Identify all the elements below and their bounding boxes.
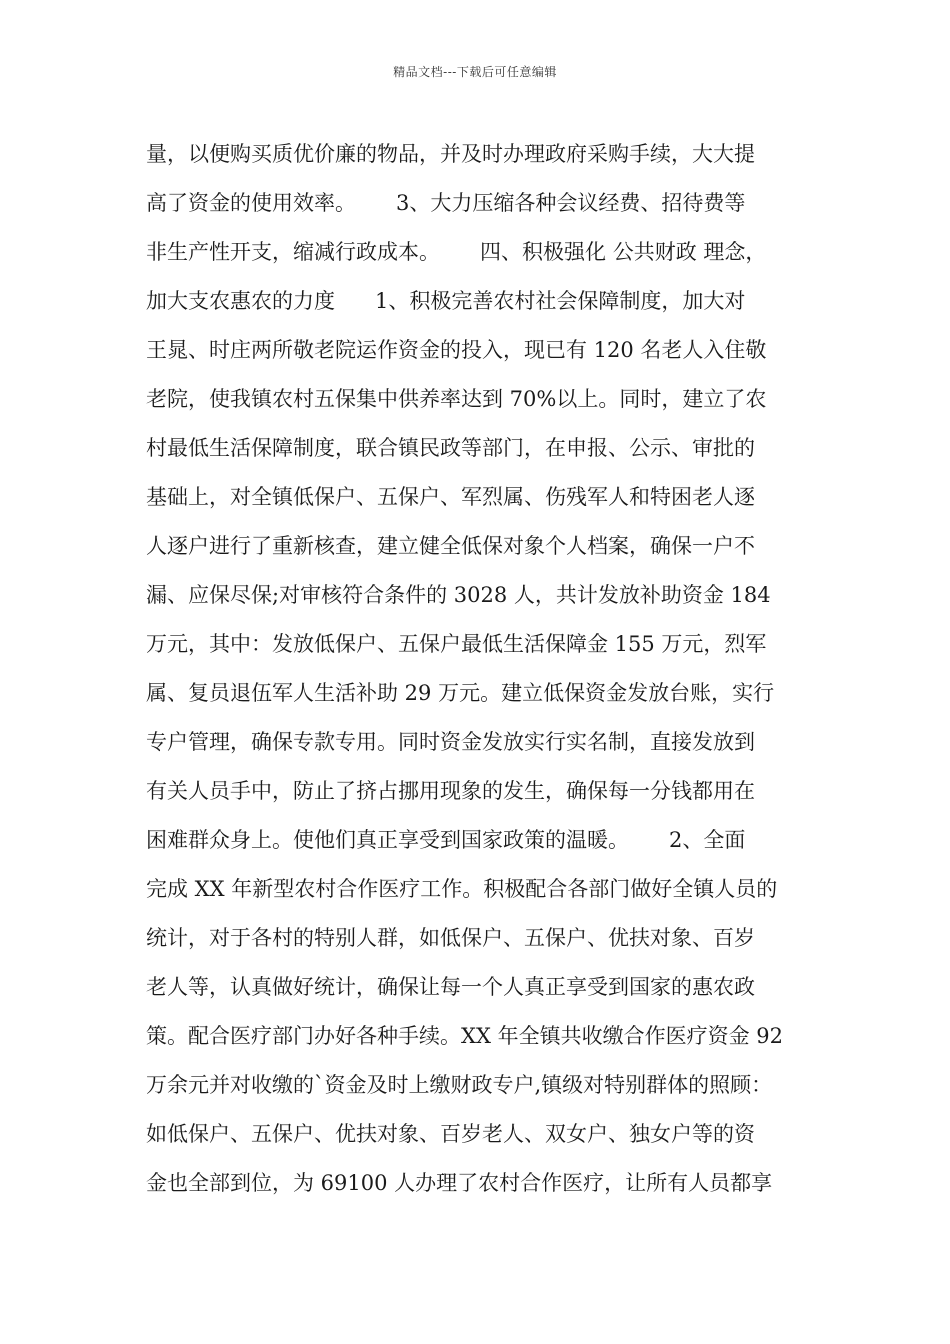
text-line: 专户管理，确保专款专用。同时资金发放实行实名制，直接发放到 <box>146 730 755 754</box>
text-line: 如低保户、五保户、优扶对象、百岁老人、双女户、独女户等的资 <box>146 1122 755 1146</box>
body-text <box>146 130 846 1208</box>
text-line: 村最低生活保障制度，联合镇民政等部门，在申报、公示、审批的 <box>146 436 755 460</box>
text-line: 属、复员退伍军人生活补助 29 万元。建立低保资金发放台账，实行 <box>146 681 775 705</box>
text-line: 基础上，对全镇低保户、五保户、军烈属、伤残军人和特困老人逐 <box>146 485 755 509</box>
text-line: 金也全部到位，为 69100 人办理了农村合作医疗，让所有人员都享 <box>146 1171 773 1195</box>
text-line: 困难群众身上。使他们真正享受到国家政策的温暖。 2、全面 <box>146 828 746 852</box>
text-line: 完成 XX 年新型农村合作医疗工作。积极配合各部门做好全镇人员的 <box>146 877 778 901</box>
text-line: 万余元并对收缴的`资金及时上缴财政专户,镇级对特别群体的照顾： <box>146 1073 773 1097</box>
text-line: 统计，对于各村的特别人群，如低保户、五保户、优扶对象、百岁 <box>146 926 755 950</box>
text-line: 量，以便购买质优价廉的物品，并及时办理政府采购手续，大大提 <box>146 142 755 166</box>
text-line: 高了资金的使用效率。 3、大力压缩各种会议经费、招待费等 <box>146 191 746 215</box>
text-line: 策。配合医疗部门办好各种手续。XX 年全镇共收缴合作医疗资金 92 <box>146 1024 783 1048</box>
page-header: 精品文档---下载后可任意编辑 <box>393 65 557 79</box>
text-line: 王晁、时庄两所敬老院运作资金的投入，现已有 120 名老人入住敬 <box>146 338 767 362</box>
text-line: 老人等，认真做好统计，确保让每一个人真正享受到国家的惠农政 <box>146 975 755 999</box>
text-line: 有关人员手中，防止了挤占挪用现象的发生，确保每一分钱都用在 <box>146 779 755 803</box>
text-line: 非生产性开支，缩减行政成本。 四、积极强化 公共财政 理念， <box>146 240 767 264</box>
text-line: 漏、应保尽保;对审核符合条件的 3028 人，共计发放补助资金 184 <box>146 583 771 607</box>
text-line: 人逐户进行了重新核查，建立健全低保对象个人档案，确保一户不 <box>146 534 755 558</box>
text-line: 万元，其中：发放低保户、五保户最低生活保障金 155 万元，烈军 <box>146 632 767 656</box>
text-line: 老院，使我镇农村五保集中供养率达到 70%以上。同时，建立了农 <box>146 387 767 411</box>
text-line: 加大支农惠农的力度 1、积极完善农村社会保障制度，加大对 <box>146 289 746 313</box>
